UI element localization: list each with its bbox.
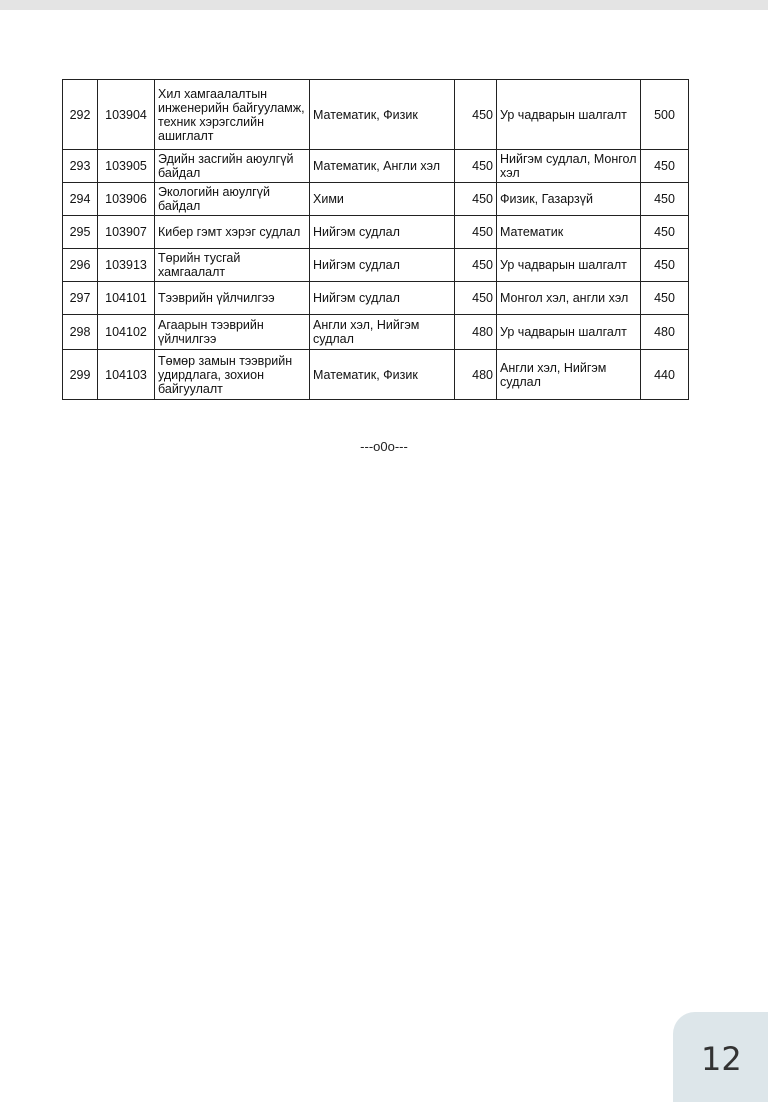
additional-exam: Ур чадварын шалгалт xyxy=(497,249,641,282)
program-code: 103907 xyxy=(98,216,155,249)
program-name: Төмөр замын тээврийн удирдлага, зохион байгуулалт xyxy=(155,350,310,400)
program-name: Төрийн тусгай хамгаалалт xyxy=(155,249,310,282)
program-code: 103906 xyxy=(98,183,155,216)
page-number: 12 xyxy=(701,1040,742,1078)
exam-subjects: Англи хэл, Нийгэм судлал xyxy=(310,315,455,350)
additional-score: 480 xyxy=(641,315,689,350)
program-code: 103905 xyxy=(98,150,155,183)
additional-score: 450 xyxy=(641,150,689,183)
row-number: 299 xyxy=(63,350,98,400)
exam-subjects: Математик, Физик xyxy=(310,80,455,150)
program-name: Тээврийн үйлчилгээ xyxy=(155,282,310,315)
row-number: 298 xyxy=(63,315,98,350)
table-row xyxy=(63,249,689,282)
exam-score: 450 xyxy=(455,249,497,282)
additional-exam: Математик xyxy=(497,216,641,249)
program-name: Кибер гэмт хэрэг судлал xyxy=(155,216,310,249)
row-number: 296 xyxy=(63,249,98,282)
additional-score: 440 xyxy=(641,350,689,400)
program-name: Агаарын тээврийн үйлчилгээ xyxy=(155,315,310,350)
table-row xyxy=(63,80,689,150)
program-name: Эдийн засгийн аюулгүй байдал xyxy=(155,150,310,183)
additional-exam: Ур чадварын шалгалт xyxy=(497,315,641,350)
additional-score: 450 xyxy=(641,183,689,216)
program-code: 103913 xyxy=(98,249,155,282)
exam-subjects: Нийгэм судлал xyxy=(310,282,455,315)
additional-score: 450 xyxy=(641,249,689,282)
program-code: 103904 xyxy=(98,80,155,150)
exam-score: 450 xyxy=(455,183,497,216)
additional-exam: Физик, Газарзүй xyxy=(497,183,641,216)
exam-score: 480 xyxy=(455,315,497,350)
table-row xyxy=(63,150,689,183)
program-code: 104103 xyxy=(98,350,155,400)
top-strip xyxy=(0,0,768,10)
table-row xyxy=(63,216,689,249)
additional-exam: Англи хэл, Нийгэм судлал xyxy=(497,350,641,400)
exam-score: 450 xyxy=(455,282,497,315)
exam-subjects: Математик, Англи хэл xyxy=(310,150,455,183)
table-row xyxy=(63,315,689,350)
program-name: Экологийн аюулгүй байдал xyxy=(155,183,310,216)
exam-score: 450 xyxy=(455,216,497,249)
exam-subjects: Хими xyxy=(310,183,455,216)
exam-subjects: Нийгэм судлал xyxy=(310,249,455,282)
additional-exam: Монгол хэл, англи хэл xyxy=(497,282,641,315)
program-table xyxy=(62,79,689,400)
additional-score: 450 xyxy=(641,282,689,315)
program-code: 104101 xyxy=(98,282,155,315)
exam-subjects: Математик, Физик xyxy=(310,350,455,400)
additional-exam: Нийгэм судлал, Монгол хэл xyxy=(497,150,641,183)
additional-exam: Ур чадварын шалгалт xyxy=(497,80,641,150)
row-number: 295 xyxy=(63,216,98,249)
program-name: Хил хамгаалалтын инженерийн байгууламж, техник хэрэгслийн ашиглалт xyxy=(155,80,310,150)
end-of-document-mark: ---o0o--- xyxy=(360,439,408,454)
exam-subjects: Нийгэм судлал xyxy=(310,216,455,249)
table-row xyxy=(63,282,689,315)
exam-score: 450 xyxy=(455,80,497,150)
row-number: 293 xyxy=(63,150,98,183)
exam-score: 480 xyxy=(455,350,497,400)
page-number-badge xyxy=(673,1012,768,1102)
additional-score: 450 xyxy=(641,216,689,249)
document-page xyxy=(0,10,768,1087)
exam-score: 450 xyxy=(455,150,497,183)
program-code: 104102 xyxy=(98,315,155,350)
row-number: 292 xyxy=(63,80,98,150)
additional-score: 500 xyxy=(641,80,689,150)
row-number: 297 xyxy=(63,282,98,315)
table-row xyxy=(63,183,689,216)
table-row xyxy=(63,350,689,400)
row-number: 294 xyxy=(63,183,98,216)
